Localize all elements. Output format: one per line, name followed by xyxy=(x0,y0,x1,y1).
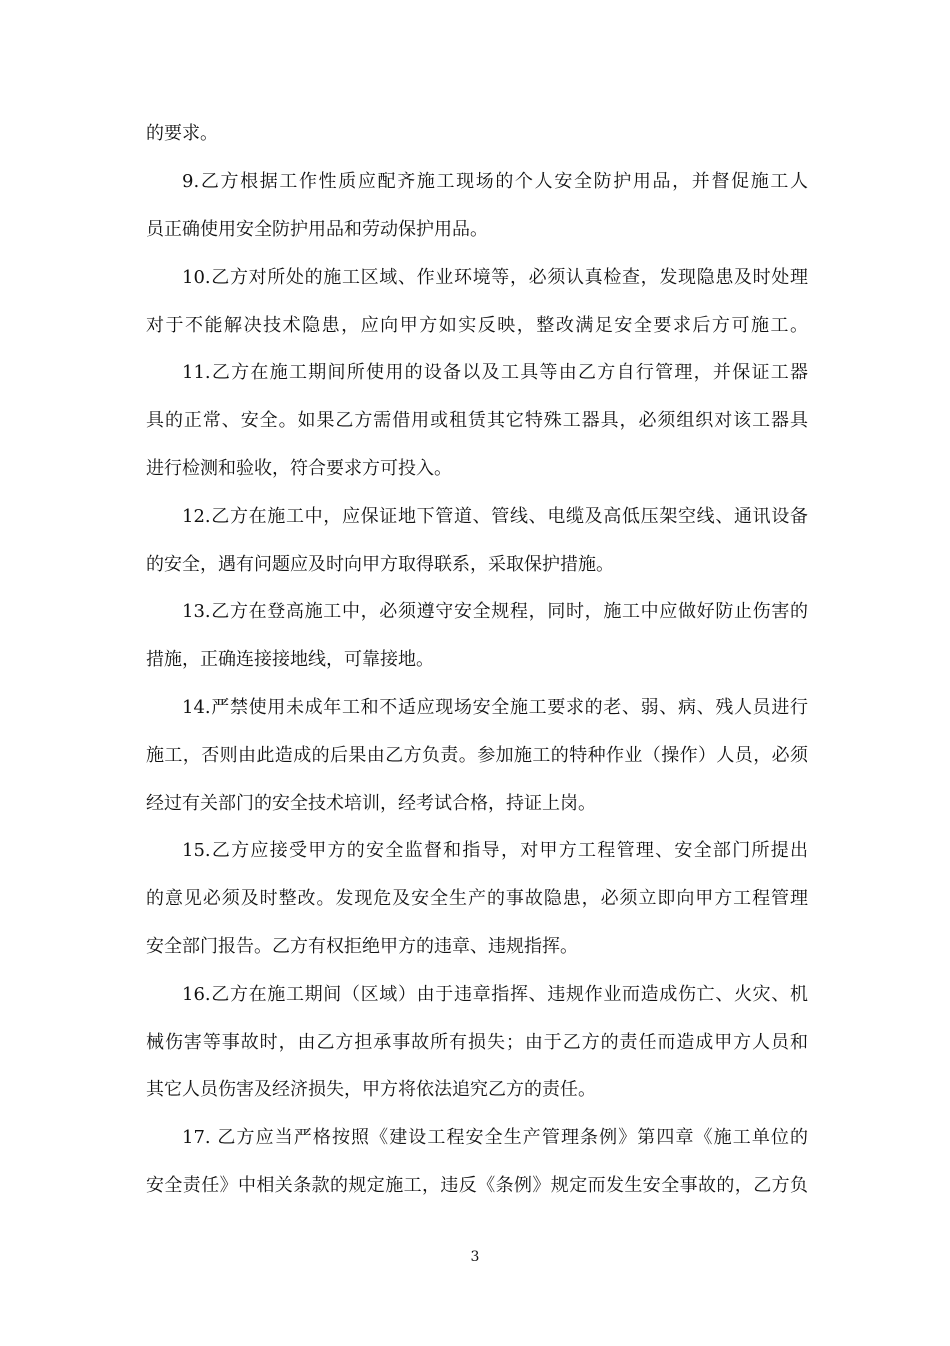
text-line: 11.乙方在施工期间所使用的设备以及工具等由乙方自行管理，并保证工器 xyxy=(182,362,808,383)
text-line: 经过有关部门的安全技术培训，经考试合格，持证上岗。 xyxy=(146,793,596,814)
text-line: 的意见必须及时整改。发现危及安全生产的事故隐患，必须立即向甲方工程管理 xyxy=(146,888,808,909)
text-line: 17. 乙方应当严格按照《建设工程安全生产管理条例》第四章《施工单位的 xyxy=(182,1127,808,1148)
text-line: 16.乙方在施工期间（区域）由于违章指挥、违规作业而造成伤亡、火灾、机 xyxy=(182,984,808,1005)
text-line: 的要求。 xyxy=(146,123,218,144)
text-line: 安全责任》中相关条款的规定施工，违反《条例》规定而发生安全事故的，乙方负 xyxy=(146,1175,808,1196)
text-line: 13.乙方在登高施工中，必须遵守安全规程，同时，施工中应做好防止伤害的 xyxy=(182,601,808,622)
text-line: 12.乙方在施工中，应保证地下管道、管线、电缆及高低压架空线、通讯设备 xyxy=(182,506,808,527)
text-line: 9.乙方根据工作性质应配齐施工现场的个人安全防护用品，并督促施工人 xyxy=(182,171,808,192)
text-line: 的安全，遇有问题应及时向甲方取得联系，采取保护措施。 xyxy=(146,554,614,575)
text-line: 措施，正确连接接地线，可靠接地。 xyxy=(146,649,434,670)
text-line: 进行检测和验收，符合要求方可投入。 xyxy=(146,458,452,479)
text-line: 其它人员伤害及经济损失，甲方将依法追究乙方的责任。 xyxy=(146,1079,596,1100)
text-line: 员正确使用安全防护用品和劳动保护用品。 xyxy=(146,219,488,240)
text-line: 14.严禁使用未成年工和不适应现场安全施工要求的老、弱、病、残人员进行 xyxy=(182,697,808,718)
text-line: 对于不能解决技术隐患，应向甲方如实反映，整改满足安全要求后方可施工。 xyxy=(146,315,808,336)
text-line: 10.乙方对所处的施工区域、作业环境等，必须认真检查，发现隐患及时处理 xyxy=(182,267,808,288)
text-line: 具的正常、安全。如果乙方需借用或租赁其它特殊工器具，必须组织对该工器具 xyxy=(146,410,808,431)
text-line: 施工，否则由此造成的后果由乙方负责。参加施工的特种作业（操作）人员，必须 xyxy=(146,745,808,766)
text-line: 安全部门报告。乙方有权拒绝甲方的违章、违规指挥。 xyxy=(146,936,578,957)
text-line: 15.乙方应接受甲方的安全监督和指导，对甲方工程管理、安全部门所提出 xyxy=(182,840,808,861)
text-line: 械伤害等事故时，由乙方担承事故所有损失；由于乙方的责任而造成甲方人员和 xyxy=(146,1032,808,1053)
page-number: 3 xyxy=(470,1249,480,1265)
